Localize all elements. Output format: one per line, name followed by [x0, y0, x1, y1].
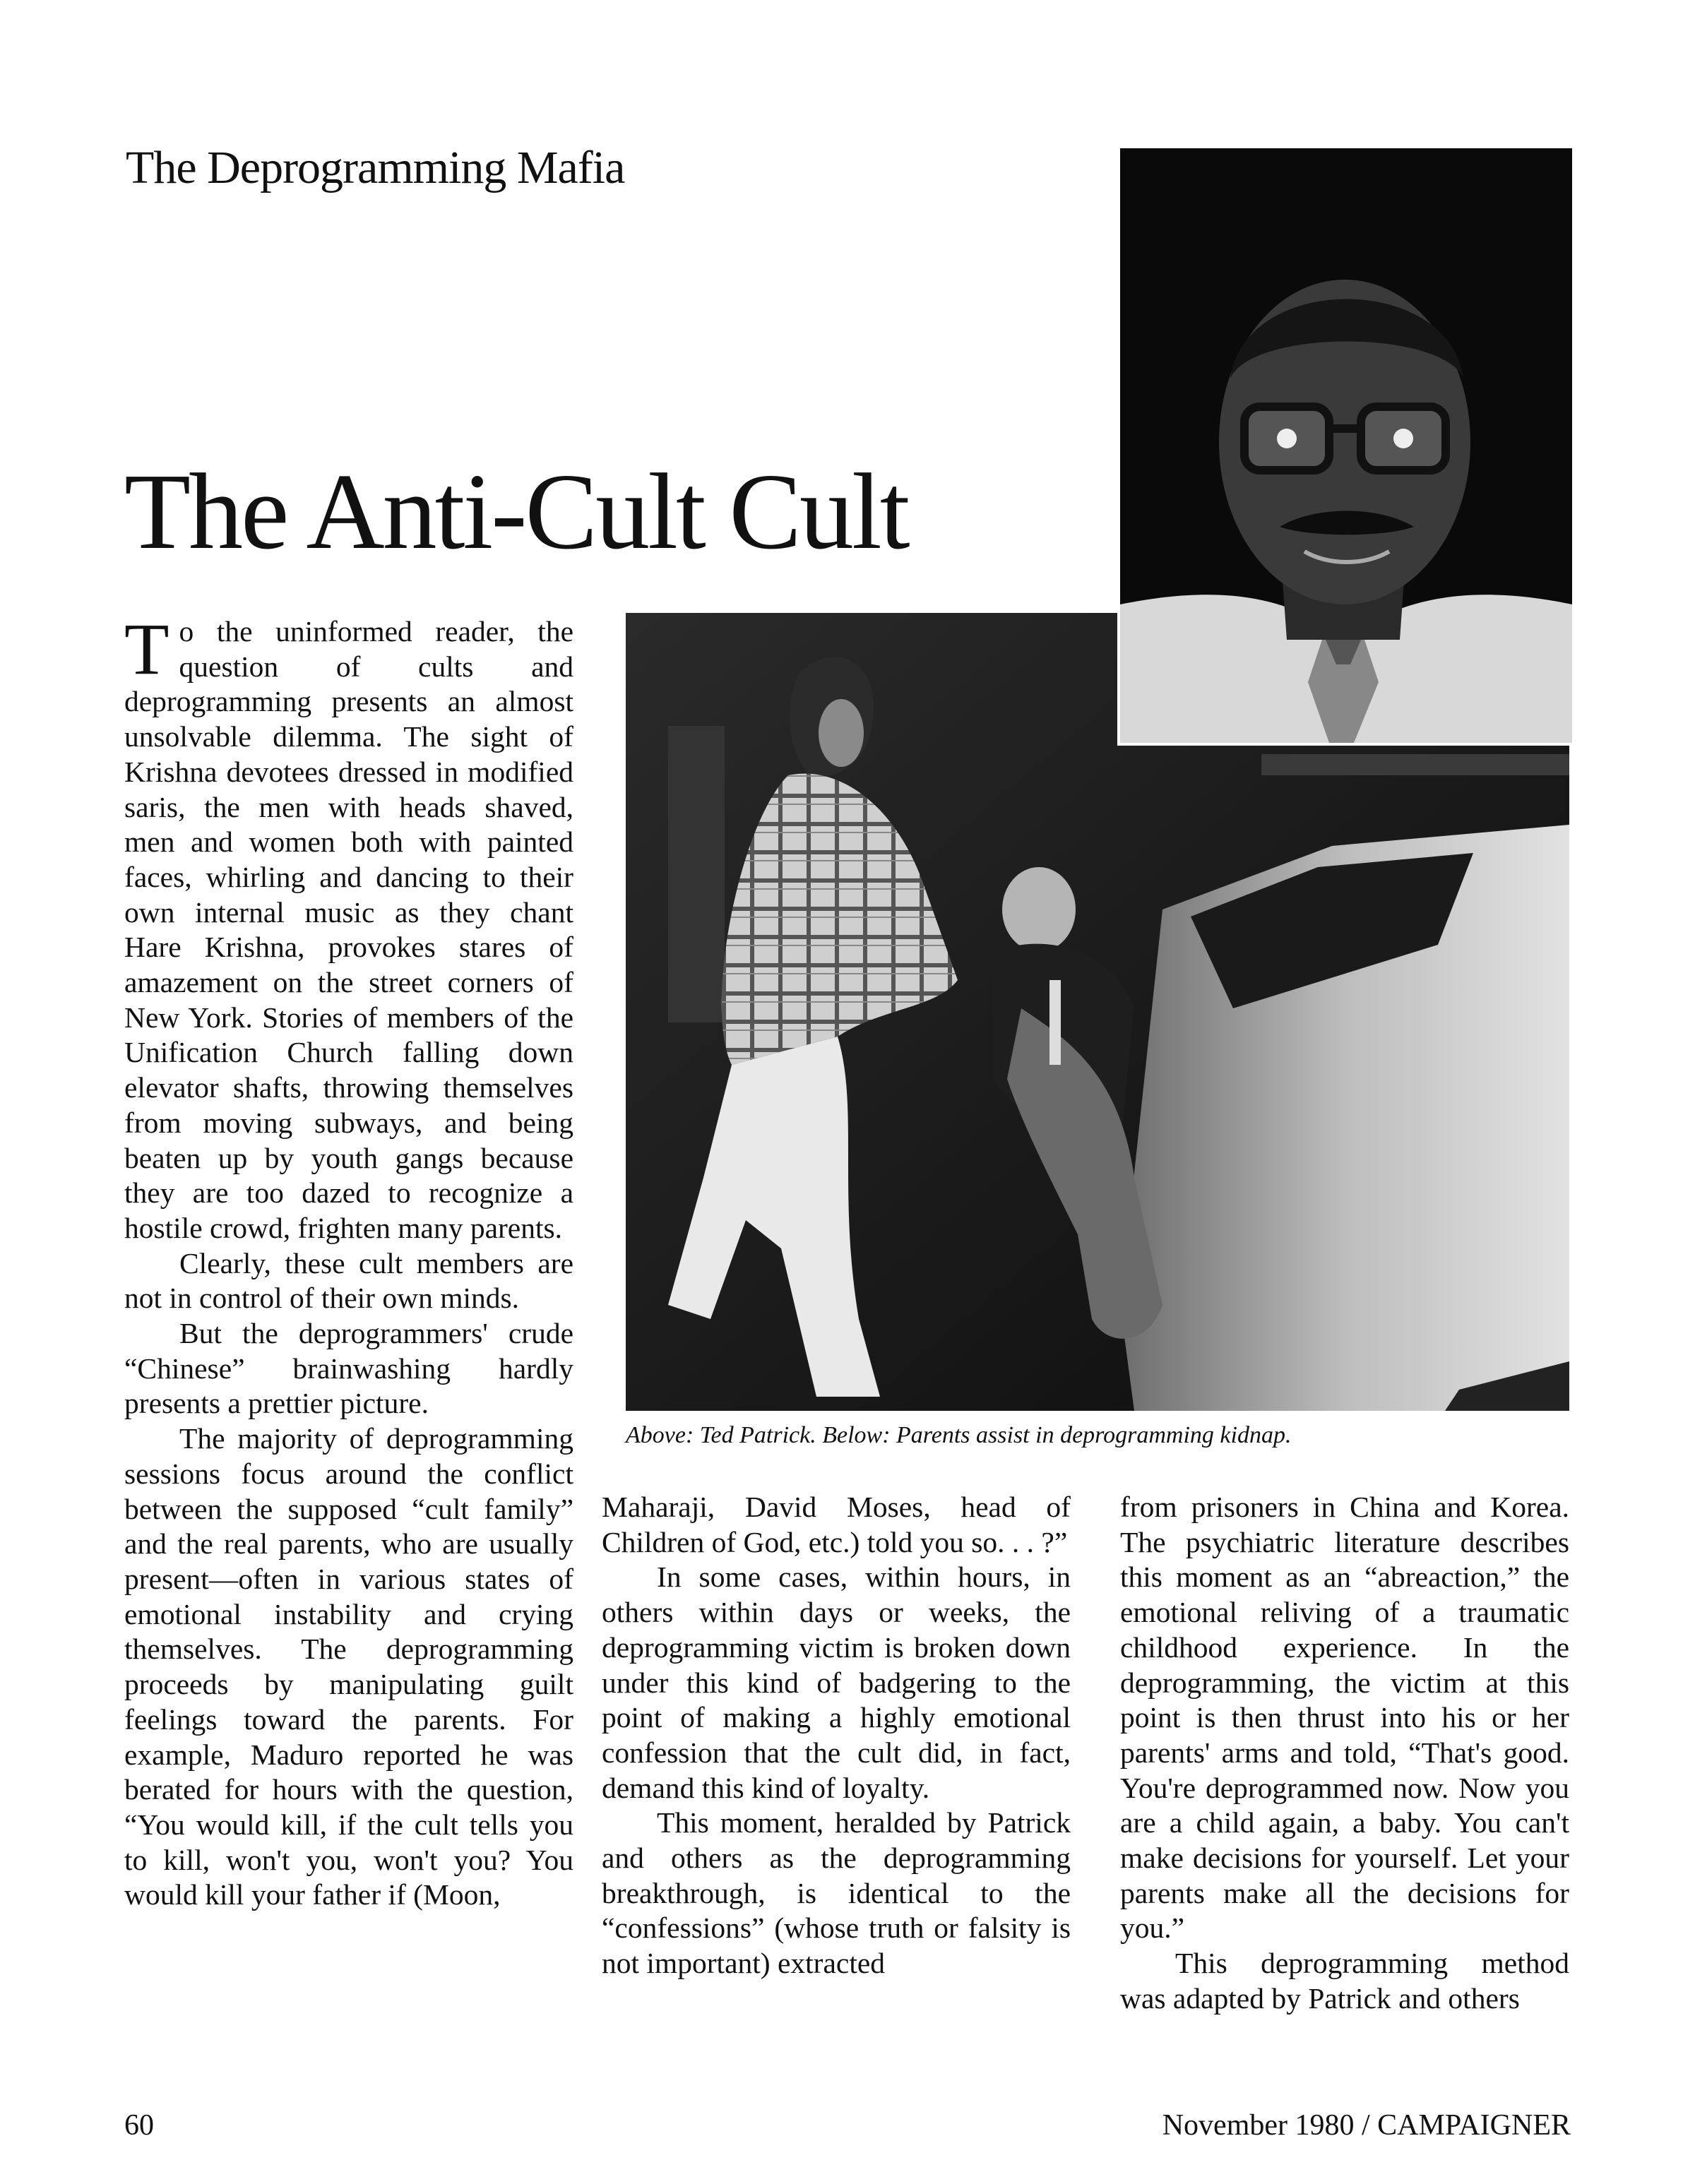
paragraph: Maharaji, David Moses, head of Children of God, etc.) told you so. . . ?” — [602, 1491, 1071, 1558]
paragraph: Clearly, these cult members are not in control of their own minds. — [124, 1246, 573, 1315]
paragraph: In some cases, within hours, in others within days or weeks, the deprogramming victim is broken down under this kind of badgering to the point of making a highly emotional confession that the cult did, in fact, demand this kind of loyalty. — [602, 1561, 1071, 1804]
issue-credit: November 1980 / CAMPAIGNER — [1162, 2109, 1571, 2142]
photo-caption: Above: Ted Patrick. Below: Parents assist in deprogramming kidnap. — [626, 1422, 1292, 1448]
paragraph: This moment, heralded by Patrick and others as the deprogramming breakthrough, is identical to the “confessions” (whose truth or falsity is not important) extracted — [602, 1806, 1071, 1980]
paragraph: This deprogramming method was adapted by Patrick and others — [1120, 1947, 1569, 2015]
section-title: The Deprogramming Mafia — [126, 142, 625, 193]
article-column-1 — [124, 609, 573, 1913]
ted-patrick-portrait — [1117, 145, 1575, 746]
article-column-3 — [1120, 1490, 1569, 2017]
paragraph: The majority of deprogramming sessions focus around the conflict between the supposed “cult family” and the real parents, who are usually present—often in various states of emotional instability and crying themselves. The deprogramming proceeds by manipulating guilt feelings toward the parents. For example, Maduro reported he was berated for hours with the question, “You would kill, if the cult tells you to kill, won't you, won't you? You would kill your father if (Moon, — [124, 1422, 573, 1911]
paragraph: To the uninformed reader, the question of cults and deprogramming presents an almost unsolvable dilemma. The sight of Krishna devotees dressed in modified saris, the men with heads shaved, men and women both with painted faces, whirling and dancing to their own internal music as they chant Hare Krishna, provokes stares of amazement on the street corners of New York. Stories of members of the Unification Church falling down elevator shafts, throwing themselves from moving subways, and being beaten up by youth gangs because they are too dazed to recognize a hostile crowd, frighten many parents. — [124, 609, 573, 1244]
article-column-2 — [602, 1490, 1071, 1981]
article-headline: The Anti-Cult Cult — [124, 452, 908, 572]
paragraph: from prisoners in China and Korea. The psychiatric literature describes this moment as an “abreaction,” the emotional reliving of a traumatic childhood experience. In the deprogramming, the victim at this point is then thrust into his or her parents' arms and told, “That's good. You're deprogrammed now. Now you are a child again, a baby. You can't make decisions for yourself. Let your parents make all the decisions for you.” — [1120, 1491, 1569, 1945]
drop-cap: T — [124, 609, 170, 690]
paragraph: But the deprogrammers' crude “Chinese” brainwashing hardly presents a prettier picture. — [124, 1317, 573, 1420]
page-number: 60 — [124, 2109, 154, 2142]
